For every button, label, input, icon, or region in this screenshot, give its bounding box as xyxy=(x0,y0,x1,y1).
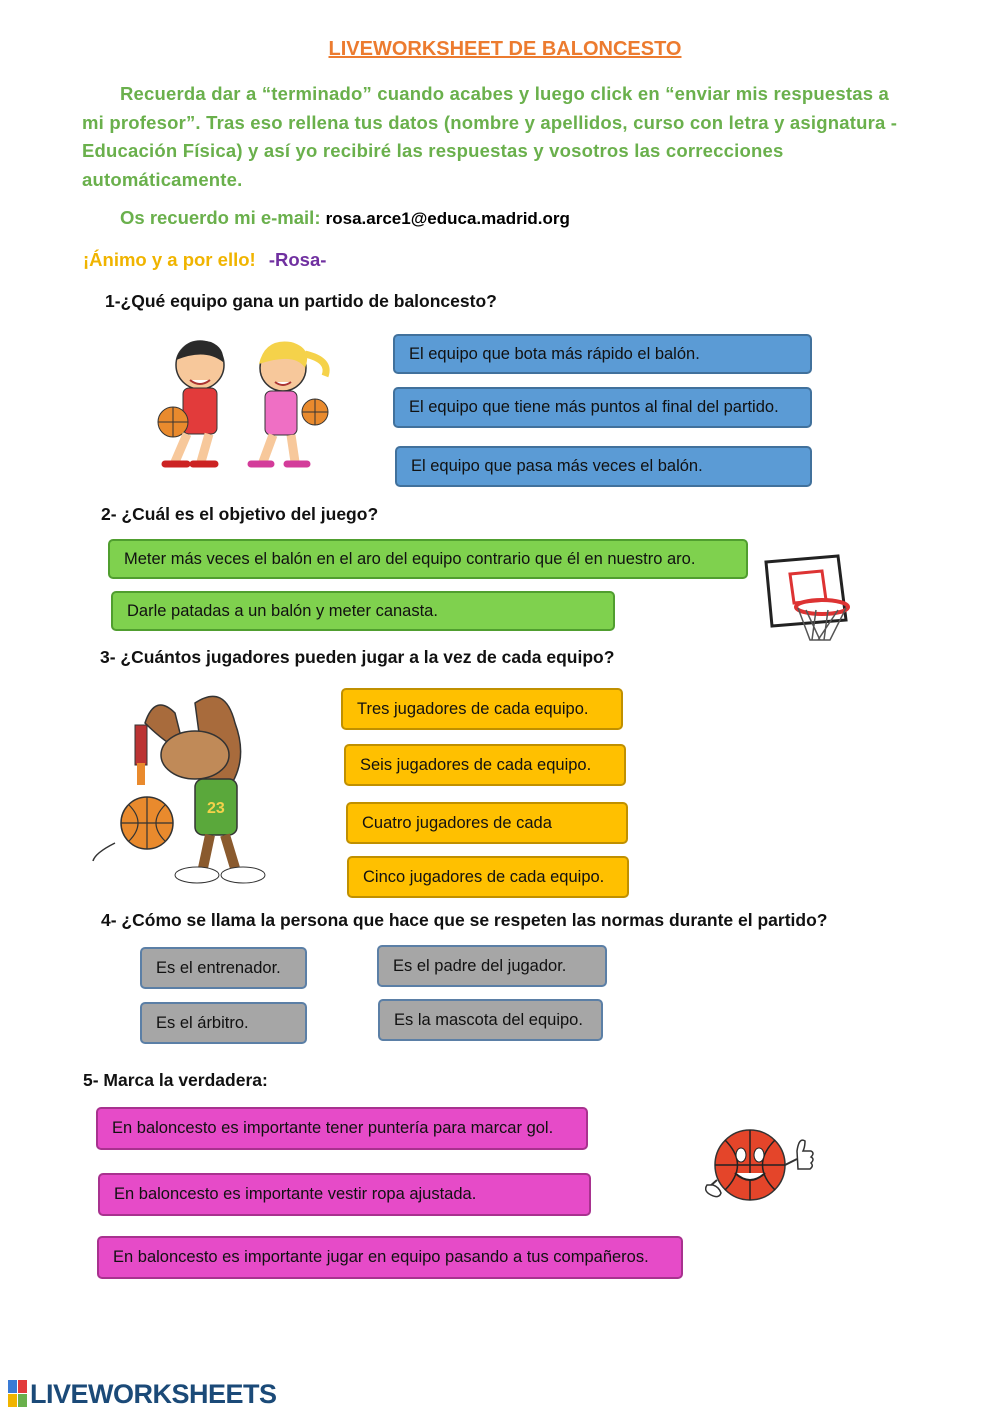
basketball-hoop-illustration xyxy=(760,552,860,647)
q2-option-2[interactable]: Darle patadas a un balón y meter canasta. xyxy=(111,591,615,631)
q3-option-3[interactable]: Cuatro jugadores de cada xyxy=(346,802,628,844)
question-1-label: 1-¿Qué equipo gana un partido de baloncesto? xyxy=(105,291,497,311)
q1-option-2[interactable]: El equipo que tiene más puntos al final del partido. xyxy=(393,387,812,428)
email-address: rosa.arce1@educa.madrid.org xyxy=(325,209,570,228)
q4-option-2[interactable]: Es el padre del jugador. xyxy=(377,945,607,987)
q1-option-1[interactable]: El equipo que bota más rápido el balón. xyxy=(393,334,812,374)
q4-option-1[interactable]: Es el entrenador. xyxy=(140,947,307,989)
q1-option-3[interactable]: El equipo que pasa más veces el balón. xyxy=(395,446,812,487)
q5-option-3[interactable]: En baloncesto es importante jugar en equipo pasando a tus compañeros. xyxy=(97,1236,683,1279)
q2-option-1[interactable]: Meter más veces el balón en el aro del equipo contrario que él en nuestro aro. xyxy=(108,539,748,579)
email-line xyxy=(120,207,570,229)
question-3-label: 3- ¿Cuántos jugadores pueden jugar a la vez de cada equipo? xyxy=(100,647,615,667)
q4-option-4[interactable]: Es la mascota del equipo. xyxy=(378,999,603,1041)
live-badge-icon xyxy=(8,1380,28,1408)
cheer-line xyxy=(83,249,326,271)
coyote-cartoon-illustration xyxy=(85,683,280,893)
question-5-label: 5- Marca la verdadera: xyxy=(83,1070,268,1090)
smiling-basketball-thumbs-up-illustration xyxy=(705,1125,820,1210)
svg-text:23: 23 xyxy=(207,800,225,817)
q3-option-1[interactable]: Tres jugadores de cada equipo. xyxy=(341,688,623,730)
cheer-text: ¡Ánimo y a por ello! xyxy=(83,249,256,270)
signature: -Rosa- xyxy=(268,249,327,270)
page-title: LIVEWORKSHEET DE BALONCESTO xyxy=(328,38,682,60)
email-prompt: Os recuerdo mi e-mail: xyxy=(120,207,321,228)
q5-option-2[interactable]: En baloncesto es importante vestir ropa ajustada. xyxy=(98,1173,591,1216)
question-4-label: 4- ¿Cómo se llama la persona que hace que se respeten las normas durante el partido? xyxy=(101,910,828,930)
q5-option-1[interactable]: En baloncesto es importante tener puntería para marcar gol. xyxy=(96,1107,588,1150)
instructions-text: Recuerda dar a “terminado” cuando acabes y luego click en “enviar mis respuestas a mi profesor”. Tras eso rellena tus datos (nombre y apellidos, curso con letra y asignatura - Educación Física) y así yo recibiré las respuestas y vosotros las correcciones automáticamente. xyxy=(82,83,898,190)
q3-option-4[interactable]: Cinco jugadores de cada equipo. xyxy=(347,856,629,898)
question-2-label: 2- ¿Cuál es el objetivo del juego? xyxy=(101,504,379,524)
brand-name: LIVEWORKSHEETS xyxy=(30,1379,277,1409)
q4-option-3[interactable]: Es el árbitro. xyxy=(140,1002,307,1044)
kids-playing-basketball-illustration xyxy=(145,330,340,480)
q3-option-2[interactable]: Seis jugadores de cada equipo. xyxy=(344,744,626,786)
